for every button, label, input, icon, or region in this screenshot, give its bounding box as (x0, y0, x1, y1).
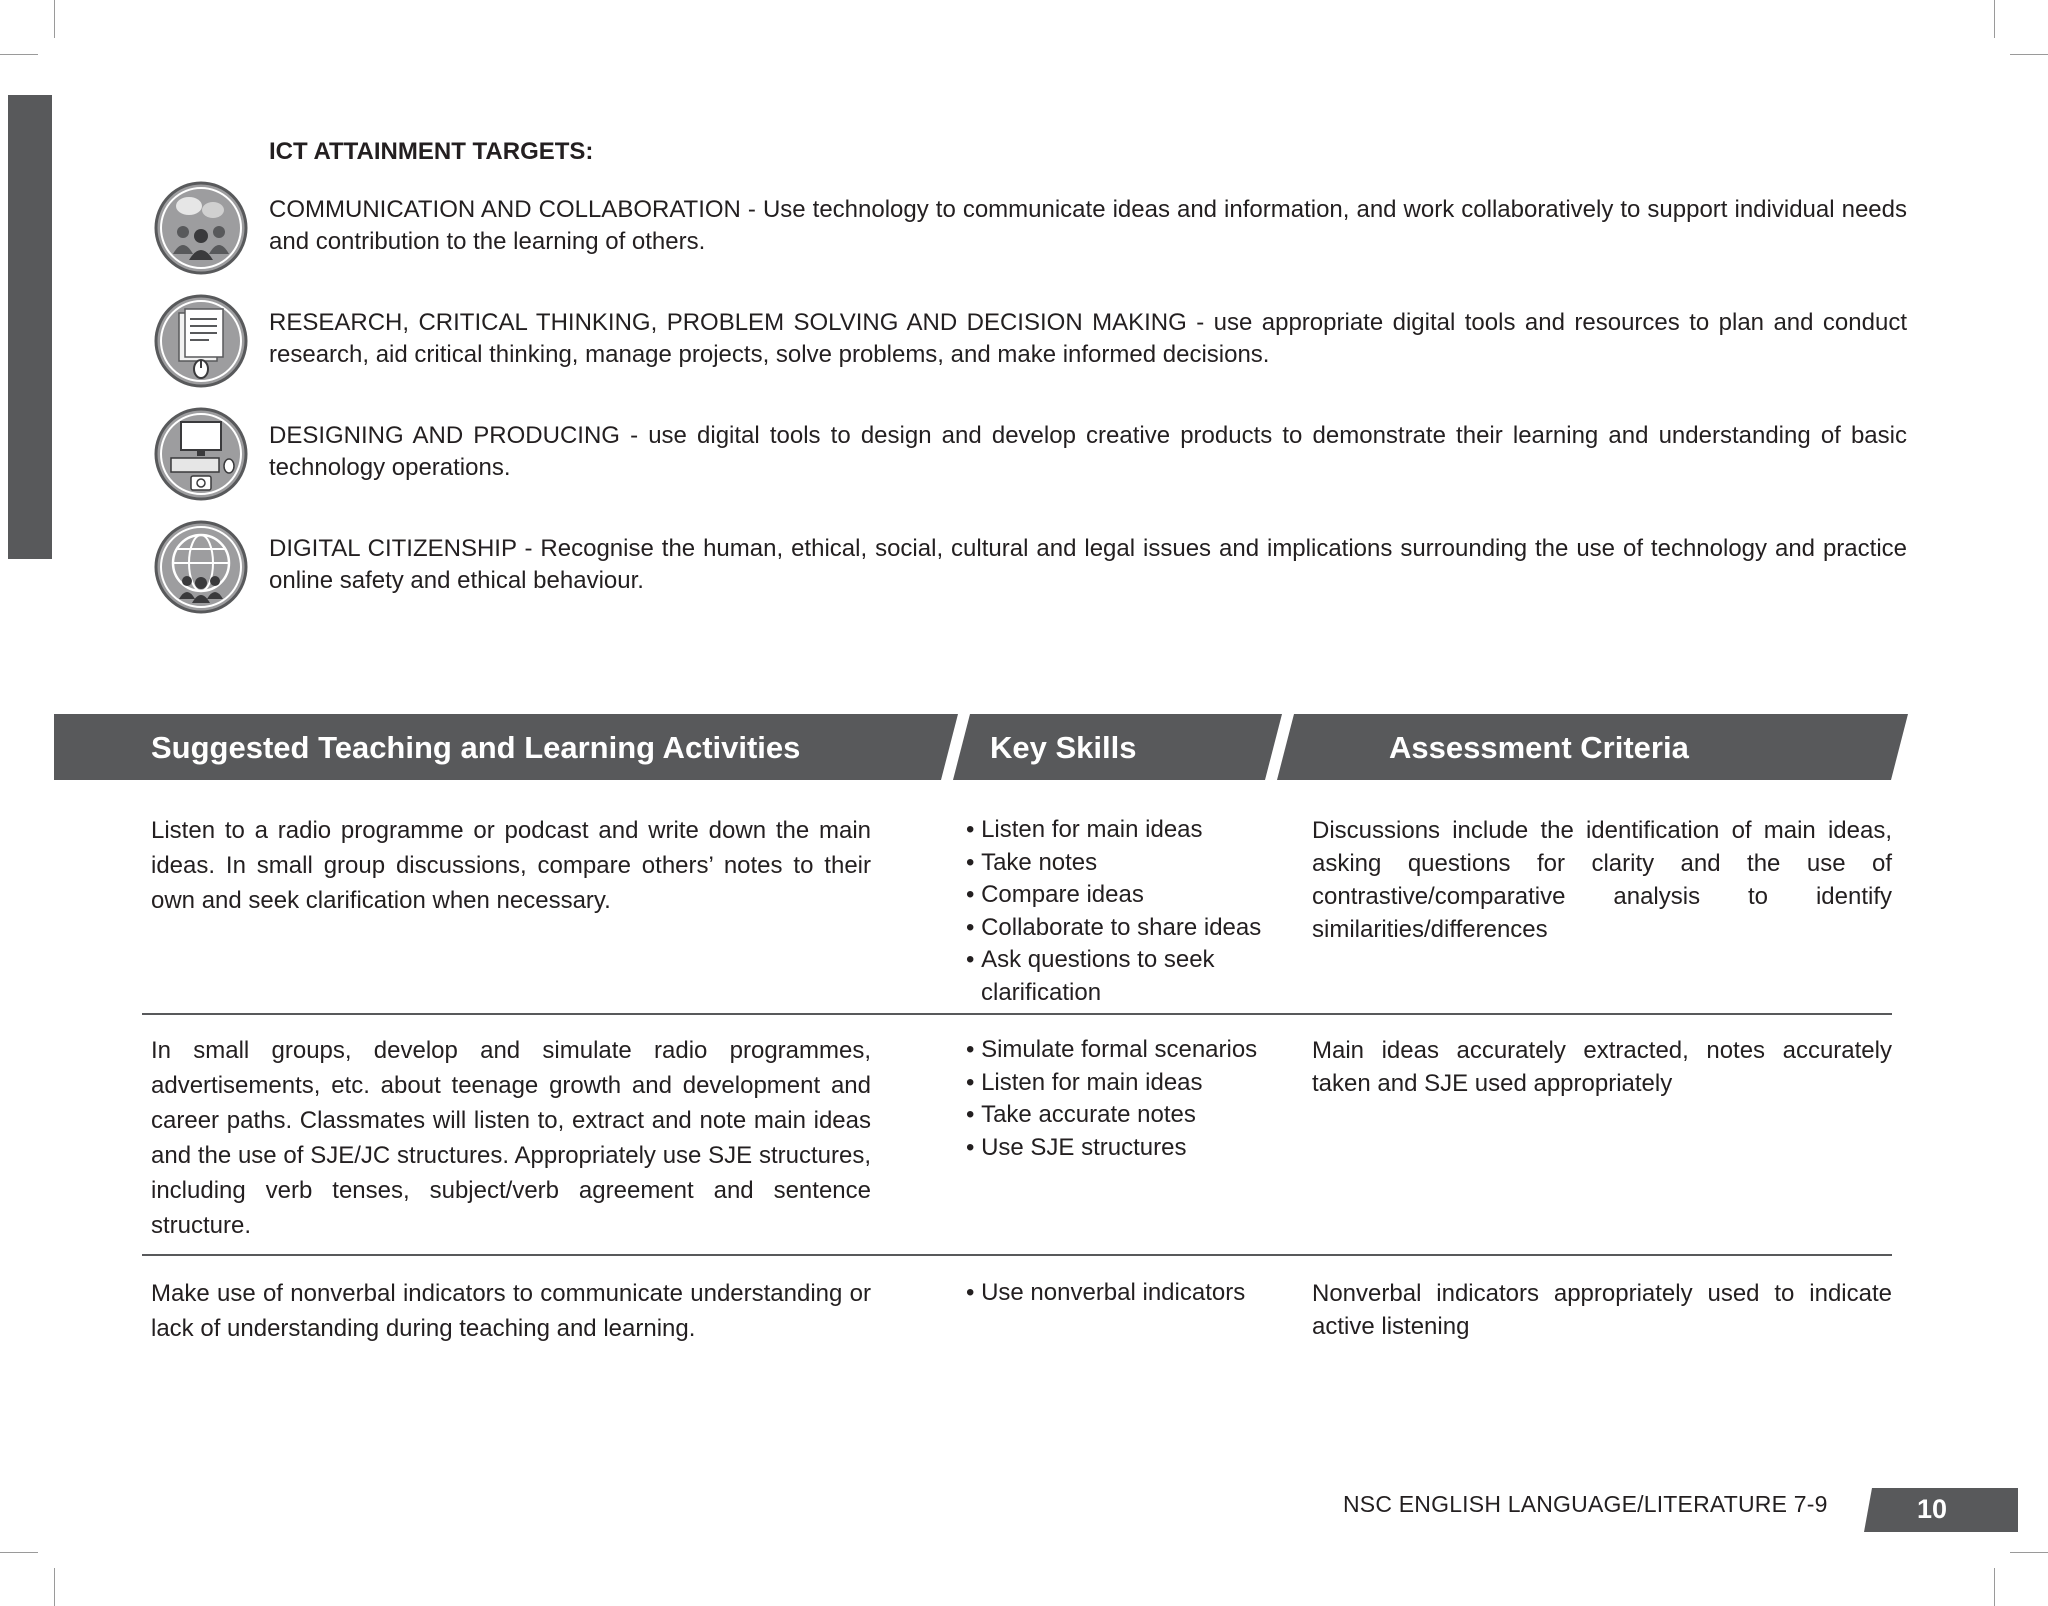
row-divider (142, 1254, 1892, 1256)
skill-item: • Collaborate to share ideas (966, 912, 1296, 945)
row-divider (142, 1013, 1892, 1015)
ict-item-communication: COMMUNICATION AND COLLABORATION - Use technology to communicate ideas and information, and work collaboratively to support individual needs and contribution to the learning of others. (269, 196, 1907, 255)
research-document-icon (153, 293, 249, 389)
crop-mark (2010, 54, 2048, 55)
skill-item: • Simulate formal scenarios (966, 1034, 1296, 1067)
skill-item: • Take accurate notes (966, 1099, 1296, 1132)
skill-item: • Use nonverbal indicators (966, 1277, 1296, 1310)
skill-item: • Listen for main ideas (966, 1067, 1296, 1100)
globe-citizenship-icon (153, 519, 249, 615)
crop-mark (54, 0, 55, 38)
header-key-skills: Key Skills (990, 730, 1137, 765)
crop-mark (1994, 0, 1995, 38)
skill-item: • Take notes (966, 847, 1296, 880)
skill-item: • Compare ideas (966, 879, 1296, 912)
crop-mark (54, 1568, 55, 1606)
page-number: 10 (1916, 1494, 1948, 1524)
computer-design-icon (153, 406, 249, 502)
ict-section-title: ICT ATTAINMENT TARGETS: (269, 138, 594, 165)
crop-mark (2010, 1552, 2048, 1553)
crop-mark (0, 54, 38, 55)
side-color-bar (8, 95, 52, 559)
skill-item: • Use SJE structures (966, 1132, 1296, 1165)
ict-item-research: RESEARCH, CRITICAL THINKING, PROBLEM SOLVING AND DECISION MAKING - use appropriate digital tools and resources to plan and conduct research, aid critical thinking, manage projects, solve problems, and make informed decisions. (269, 309, 1907, 368)
skill-item: • Listen for main ideas (966, 814, 1296, 847)
row-1-skills (966, 814, 1296, 1009)
row-2-skills (966, 1034, 1296, 1164)
crop-mark (1994, 1568, 1995, 1606)
row-1-activity: Listen to a radio programme or podcast and write down the main ideas. In small group discussions, compare others’ notes to their own and seek clarification when necessary. (151, 817, 871, 914)
row-2-activity: In small groups, develop and simulate radio programmes, advertisements, etc. about teenage growth and development and career paths. Classmates will listen to, extract and note main ideas and the use of SJE/JC structures. Appropriately use SJE structures, including verb tenses, subject/verb agreement and sentence structure. (151, 1037, 871, 1239)
row-3-criteria: Nonverbal indicators appropriately used to indicate active listening (1312, 1280, 1892, 1340)
row-2-criteria: Main ideas accurately extracted, notes accurately taken and SJE used appropriately (1312, 1037, 1892, 1097)
row-3-skills (966, 1277, 1296, 1310)
skill-item: • Ask questions to seek clarification (966, 944, 1271, 1009)
header-assessment-criteria: Assessment Criteria (1389, 730, 1689, 765)
ict-item-designing: DESIGNING AND PRODUCING - use digital tools to design and develop creative products to demonstrate their learning and understanding of basic technology operations. (269, 422, 1907, 481)
collaboration-icon (153, 180, 249, 276)
header-activities: Suggested Teaching and Learning Activities (151, 730, 801, 765)
row-1-criteria: Discussions include the identification of main ideas, asking questions for clarity and the use of contrastive/comparative analysis to identify similarities/differences (1312, 817, 1892, 943)
footer-title: NSC ENGLISH LANGUAGE/LITERATURE 7-9 (1343, 1491, 1828, 1517)
crop-mark (0, 1552, 38, 1553)
row-3-activity: Make use of nonverbal indicators to communicate understanding or lack of understanding during teaching and learning. (151, 1280, 871, 1342)
ict-item-citizenship: DIGITAL CITIZENSHIP - Recognise the human, ethical, social, cultural and legal issues and implications surrounding the use of technology and practice online safety and ethical behaviour. (269, 535, 1907, 594)
